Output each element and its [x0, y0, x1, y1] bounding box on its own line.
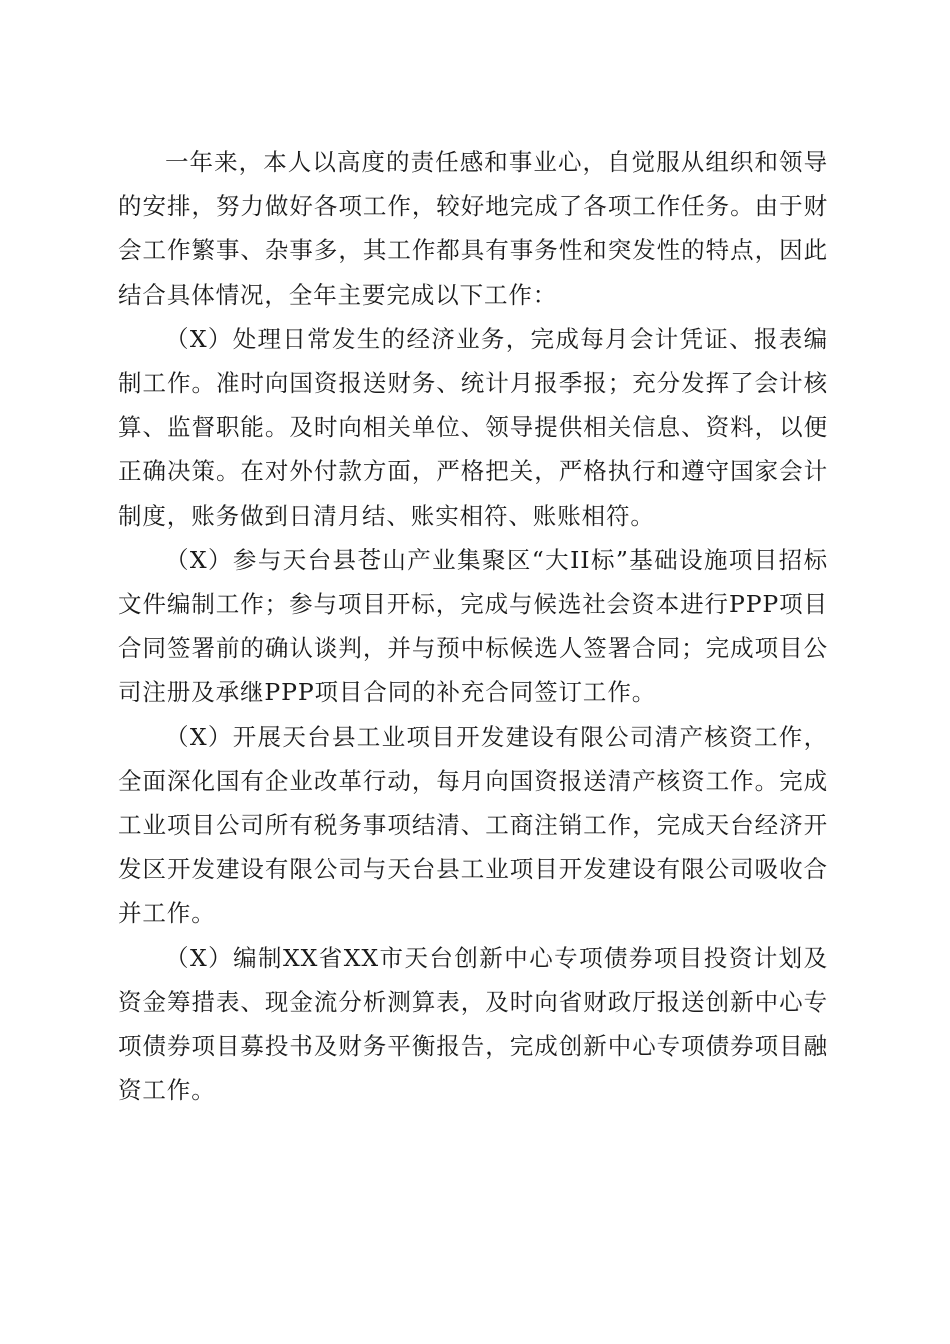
- intro-paragraph: 一年来，本人以高度的责任感和事业心，自觉服从组织和领导的安排，努力做好各项工作，较好地完成了各项工作任务。由于财会工作繁事、杂事多，其工作都具有事务性和突发性的特点，因此结合具体情况，全年主要完成以下工作：: [118, 148, 828, 309]
- asset-verification-paragraph: （X）开展天台县工业项目开发建设有限公司清产核资工作，全面深化国有企业改革行动，每月向国资报送清产核资工作。完成工业项目公司所有税务事项结清、工商注销工作，完成天台经济开发区开发建设有限公司与天台县工业项目开发建设有限公司吸收合并工作。: [118, 722, 828, 928]
- accounting-work-paragraph: （X）处理日常发生的经济业务，完成每月会计凭证、报表编制工作。准时向国资报送财务、统计月报季报；充分发挥了会计核算、监督职能。及时向相关单位、领导提供相关信息、资料，以便正确决策。在对外付款方面，严格把关，严格执行和遵守国家会计制度，账务做到日清月结、账实相符、账账相符。: [118, 324, 828, 530]
- ppp-project-paragraph: （X）参与天台县苍山产业集聚区“大II标”基础设施项目招标文件编制工作；参与项目开标，完成与候选社会资本进行PPP项目合同签署前的确认谈判，并与预中标候选人签署合同；完成项目公司注册及承继PPP项目合同的补充合同签订工作。: [118, 545, 828, 707]
- document-body: [118, 140, 828, 1112]
- special-bond-paragraph: （X）编制XX省XX市天台创新中心专项债券项目投资计划及资金筹措表、现金流分析测算表，及时向省财政厅报送创新中心专项债券项目募投书及财务平衡报告，完成创新中心专项债券项目融资工作。: [118, 943, 828, 1105]
